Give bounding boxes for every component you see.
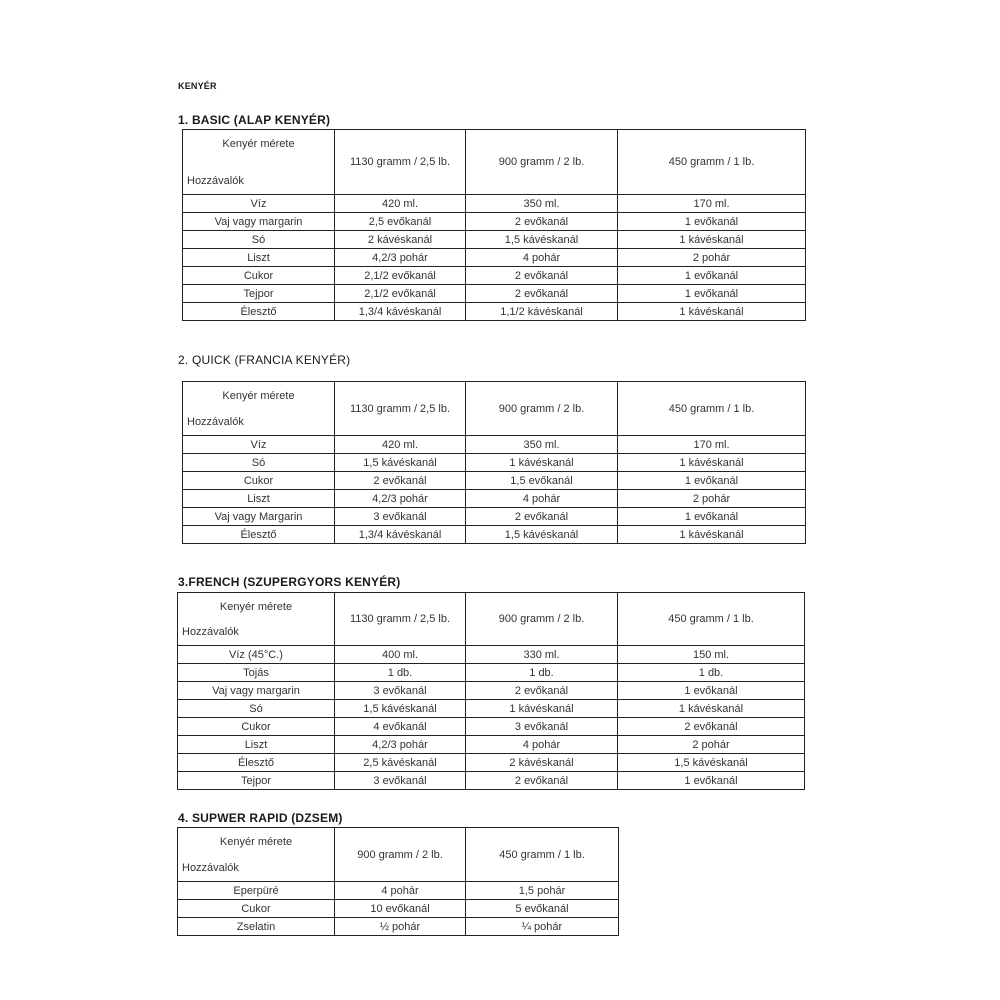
recipe-table-rapid — [177, 827, 619, 936]
table-row — [178, 700, 805, 718]
ingredient-cell: Só — [183, 454, 335, 472]
amount-cell: 4,2/3 pohár — [335, 736, 466, 754]
amount-cell: 4 evőkanál — [335, 718, 466, 736]
amount-cell: 2 kávéskanál — [335, 231, 466, 249]
ingredient-cell: Liszt — [183, 490, 335, 508]
amount-cell: 1 db. — [335, 664, 466, 682]
recipe-table-french — [177, 592, 805, 790]
size-header-cell: 1130 gramm / 2,5 lb. — [335, 593, 466, 646]
amount-cell: 4 pohár — [466, 490, 618, 508]
amount-cell: 420 ml. — [335, 195, 466, 213]
ingredient-cell: Élesztő — [178, 754, 335, 772]
table-row — [178, 718, 805, 736]
size-label: Kenyér mérete — [222, 390, 295, 402]
size-header-cell: 1130 gramm / 2,5 lb. — [335, 382, 466, 436]
amount-cell: 1 db. — [466, 664, 618, 682]
table-row — [178, 736, 805, 754]
ingredients-label: Hozzávalók — [182, 862, 239, 874]
table-row — [183, 436, 806, 454]
amount-cell: 4,2/3 pohár — [335, 490, 466, 508]
table-row — [183, 195, 806, 213]
table-row — [183, 526, 806, 544]
amount-cell: 1 evőkanál — [618, 285, 806, 303]
table-row — [178, 900, 619, 918]
amount-cell: 1 db. — [618, 664, 805, 682]
ingredient-cell: Víz — [183, 436, 335, 454]
corner-header-cell — [183, 382, 335, 436]
ingredient-cell: Tejpor — [183, 285, 335, 303]
size-label: Kenyér mérete — [222, 138, 295, 150]
table-row — [178, 664, 805, 682]
size-header-cell: 900 gramm / 2 lb. — [335, 828, 466, 882]
amount-cell: 2 pohár — [618, 736, 805, 754]
header-row — [183, 382, 806, 436]
amount-cell: 2 pohár — [618, 490, 806, 508]
table-row — [178, 918, 619, 936]
table-row — [183, 454, 806, 472]
size-header-cell: 900 gramm / 2 lb. — [466, 382, 618, 436]
ingredient-cell: Zselatin — [178, 918, 335, 936]
ingredients-label: Hozzávalók — [187, 175, 244, 187]
amount-cell: 4 pohár — [466, 736, 618, 754]
table-row — [178, 646, 805, 664]
header-row — [178, 593, 805, 646]
amount-cell: 10 evőkanál — [335, 900, 466, 918]
amount-cell: 1 kávéskanál — [618, 454, 806, 472]
recipe-table-basic — [182, 129, 806, 321]
amount-cell: 1,5 pohár — [466, 882, 619, 900]
corner-header-cell — [183, 130, 335, 195]
table-row — [183, 285, 806, 303]
ingredient-cell: Élesztő — [183, 526, 335, 544]
amount-cell: 1 evőkanál — [618, 472, 806, 490]
amount-cell: 150 ml. — [618, 646, 805, 664]
corner-header-cell — [178, 593, 335, 646]
amount-cell: 1,5 kávéskanál — [466, 231, 618, 249]
amount-cell: 400 ml. — [335, 646, 466, 664]
section-title-french: 3.FRENCH (SZUPERGYORS KENYÉR) — [178, 575, 401, 589]
amount-cell: 2 evőkanál — [466, 682, 618, 700]
ingredient-cell: Víz (45°C.) — [178, 646, 335, 664]
ingredient-cell: Cukor — [178, 718, 335, 736]
amount-cell: ½ pohár — [335, 918, 466, 936]
amount-cell: 1 evőkanál — [618, 682, 805, 700]
ingredient-cell: Tojás — [178, 664, 335, 682]
size-header-cell: 450 gramm / 1 lb. — [618, 382, 806, 436]
section-title-rapid: 4. SUPWER RAPID (DZSEM) — [178, 811, 343, 825]
amount-cell: 4,2/3 pohár — [335, 249, 466, 267]
table-row — [178, 754, 805, 772]
amount-cell: 170 ml. — [618, 195, 806, 213]
amount-cell: 3 evőkanál — [466, 718, 618, 736]
amount-cell: ¼ pohár — [466, 918, 619, 936]
amount-cell: 2,5 evőkanál — [335, 213, 466, 231]
amount-cell: 1 evőkanál — [618, 508, 806, 526]
table-row — [183, 249, 806, 267]
amount-cell: 5 evőkanál — [466, 900, 619, 918]
amount-cell: 1 kávéskanál — [466, 700, 618, 718]
amount-cell: 1 kávéskanál — [618, 700, 805, 718]
table-row — [178, 682, 805, 700]
amount-cell: 1,3/4 kávéskanál — [335, 526, 466, 544]
header-row — [183, 130, 806, 195]
size-header-cell: 450 gramm / 1 lb. — [618, 130, 806, 195]
amount-cell: 1 evőkanál — [618, 213, 806, 231]
amount-cell: 350 ml. — [466, 195, 618, 213]
table-row — [178, 772, 805, 790]
amount-cell: 3 evőkanál — [335, 508, 466, 526]
amount-cell: 2 evőkanál — [466, 213, 618, 231]
ingredient-cell: Cukor — [183, 472, 335, 490]
section-title-basic: 1. BASIC (ALAP KENYÉR) — [178, 113, 331, 127]
amount-cell: 1 evőkanál — [618, 772, 805, 790]
size-header-cell: 450 gramm / 1 lb. — [466, 828, 619, 882]
ingredient-cell: Só — [178, 700, 335, 718]
ingredient-cell: Tejpor — [178, 772, 335, 790]
table-row — [183, 303, 806, 321]
recipe-table-quick — [182, 381, 806, 544]
size-header-cell: 900 gramm / 2 lb. — [466, 593, 618, 646]
ingredient-cell: Cukor — [183, 267, 335, 285]
amount-cell: 2 evőkanál — [466, 267, 618, 285]
ingredient-cell: Élesztő — [183, 303, 335, 321]
amount-cell: 1 kávéskanál — [618, 231, 806, 249]
header-row — [178, 828, 619, 882]
amount-cell: 1,5 kávéskanál — [466, 526, 618, 544]
amount-cell: 2 evőkanál — [618, 718, 805, 736]
amount-cell: 420 ml. — [335, 436, 466, 454]
ingredients-label: Hozzávalók — [182, 626, 239, 638]
document-title: KENYÉR — [178, 81, 217, 91]
amount-cell: 1,5 kávéskanál — [618, 754, 805, 772]
corner-header-cell — [178, 828, 335, 882]
amount-cell: 1 evőkanál — [618, 267, 806, 285]
amount-cell: 1 kávéskanál — [618, 303, 806, 321]
size-header-cell: 900 gramm / 2 lb. — [466, 130, 618, 195]
amount-cell: 2,1/2 evőkanál — [335, 267, 466, 285]
table-row — [183, 508, 806, 526]
amount-cell: 1,1/2 kávéskanál — [466, 303, 618, 321]
ingredient-cell: Eperpüré — [178, 882, 335, 900]
ingredient-cell: Liszt — [178, 736, 335, 754]
amount-cell: 2 pohár — [618, 249, 806, 267]
table-row — [178, 882, 619, 900]
table-row — [183, 231, 806, 249]
amount-cell: 1,5 evőkanál — [466, 472, 618, 490]
size-header-cell: 450 gramm / 1 lb. — [618, 593, 805, 646]
amount-cell: 1,5 kávéskanál — [335, 454, 466, 472]
table-row — [183, 490, 806, 508]
amount-cell: 4 pohár — [335, 882, 466, 900]
size-header-cell: 1130 gramm / 2,5 lb. — [335, 130, 466, 195]
amount-cell: 1,5 kávéskanál — [335, 700, 466, 718]
amount-cell: 2 evőkanál — [466, 508, 618, 526]
amount-cell: 1 kávéskanál — [618, 526, 806, 544]
size-label: Kenyér mérete — [219, 601, 293, 613]
table-row — [183, 267, 806, 285]
ingredient-cell: Víz — [183, 195, 335, 213]
amount-cell: 2,1/2 evőkanál — [335, 285, 466, 303]
ingredient-cell: Liszt — [183, 249, 335, 267]
ingredient-cell: Cukor — [178, 900, 335, 918]
ingredients-label: Hozzávalók — [187, 416, 244, 428]
size-label: Kenyér mérete — [219, 836, 293, 848]
amount-cell: 2 kávéskanál — [466, 754, 618, 772]
amount-cell: 2 evőkanál — [335, 472, 466, 490]
amount-cell: 2,5 kávéskanál — [335, 754, 466, 772]
amount-cell: 350 ml. — [466, 436, 618, 454]
amount-cell: 3 evőkanál — [335, 772, 466, 790]
amount-cell: 4 pohár — [466, 249, 618, 267]
ingredient-cell: Só — [183, 231, 335, 249]
table-row — [183, 472, 806, 490]
table-row — [183, 213, 806, 231]
ingredient-cell: Vaj vagy margarin — [183, 213, 335, 231]
amount-cell: 1,3/4 kávéskanál — [335, 303, 466, 321]
amount-cell: 2 evőkanál — [466, 285, 618, 303]
ingredient-cell: Vaj vagy margarin — [178, 682, 335, 700]
amount-cell: 2 evőkanál — [466, 772, 618, 790]
amount-cell: 1 kávéskanál — [466, 454, 618, 472]
section-title-quick: 2. QUICK (FRANCIA KENYÉR) — [178, 353, 351, 367]
amount-cell: 3 evőkanál — [335, 682, 466, 700]
amount-cell: 330 ml. — [466, 646, 618, 664]
amount-cell: 170 ml. — [618, 436, 806, 454]
ingredient-cell: Vaj vagy Margarin — [183, 508, 335, 526]
